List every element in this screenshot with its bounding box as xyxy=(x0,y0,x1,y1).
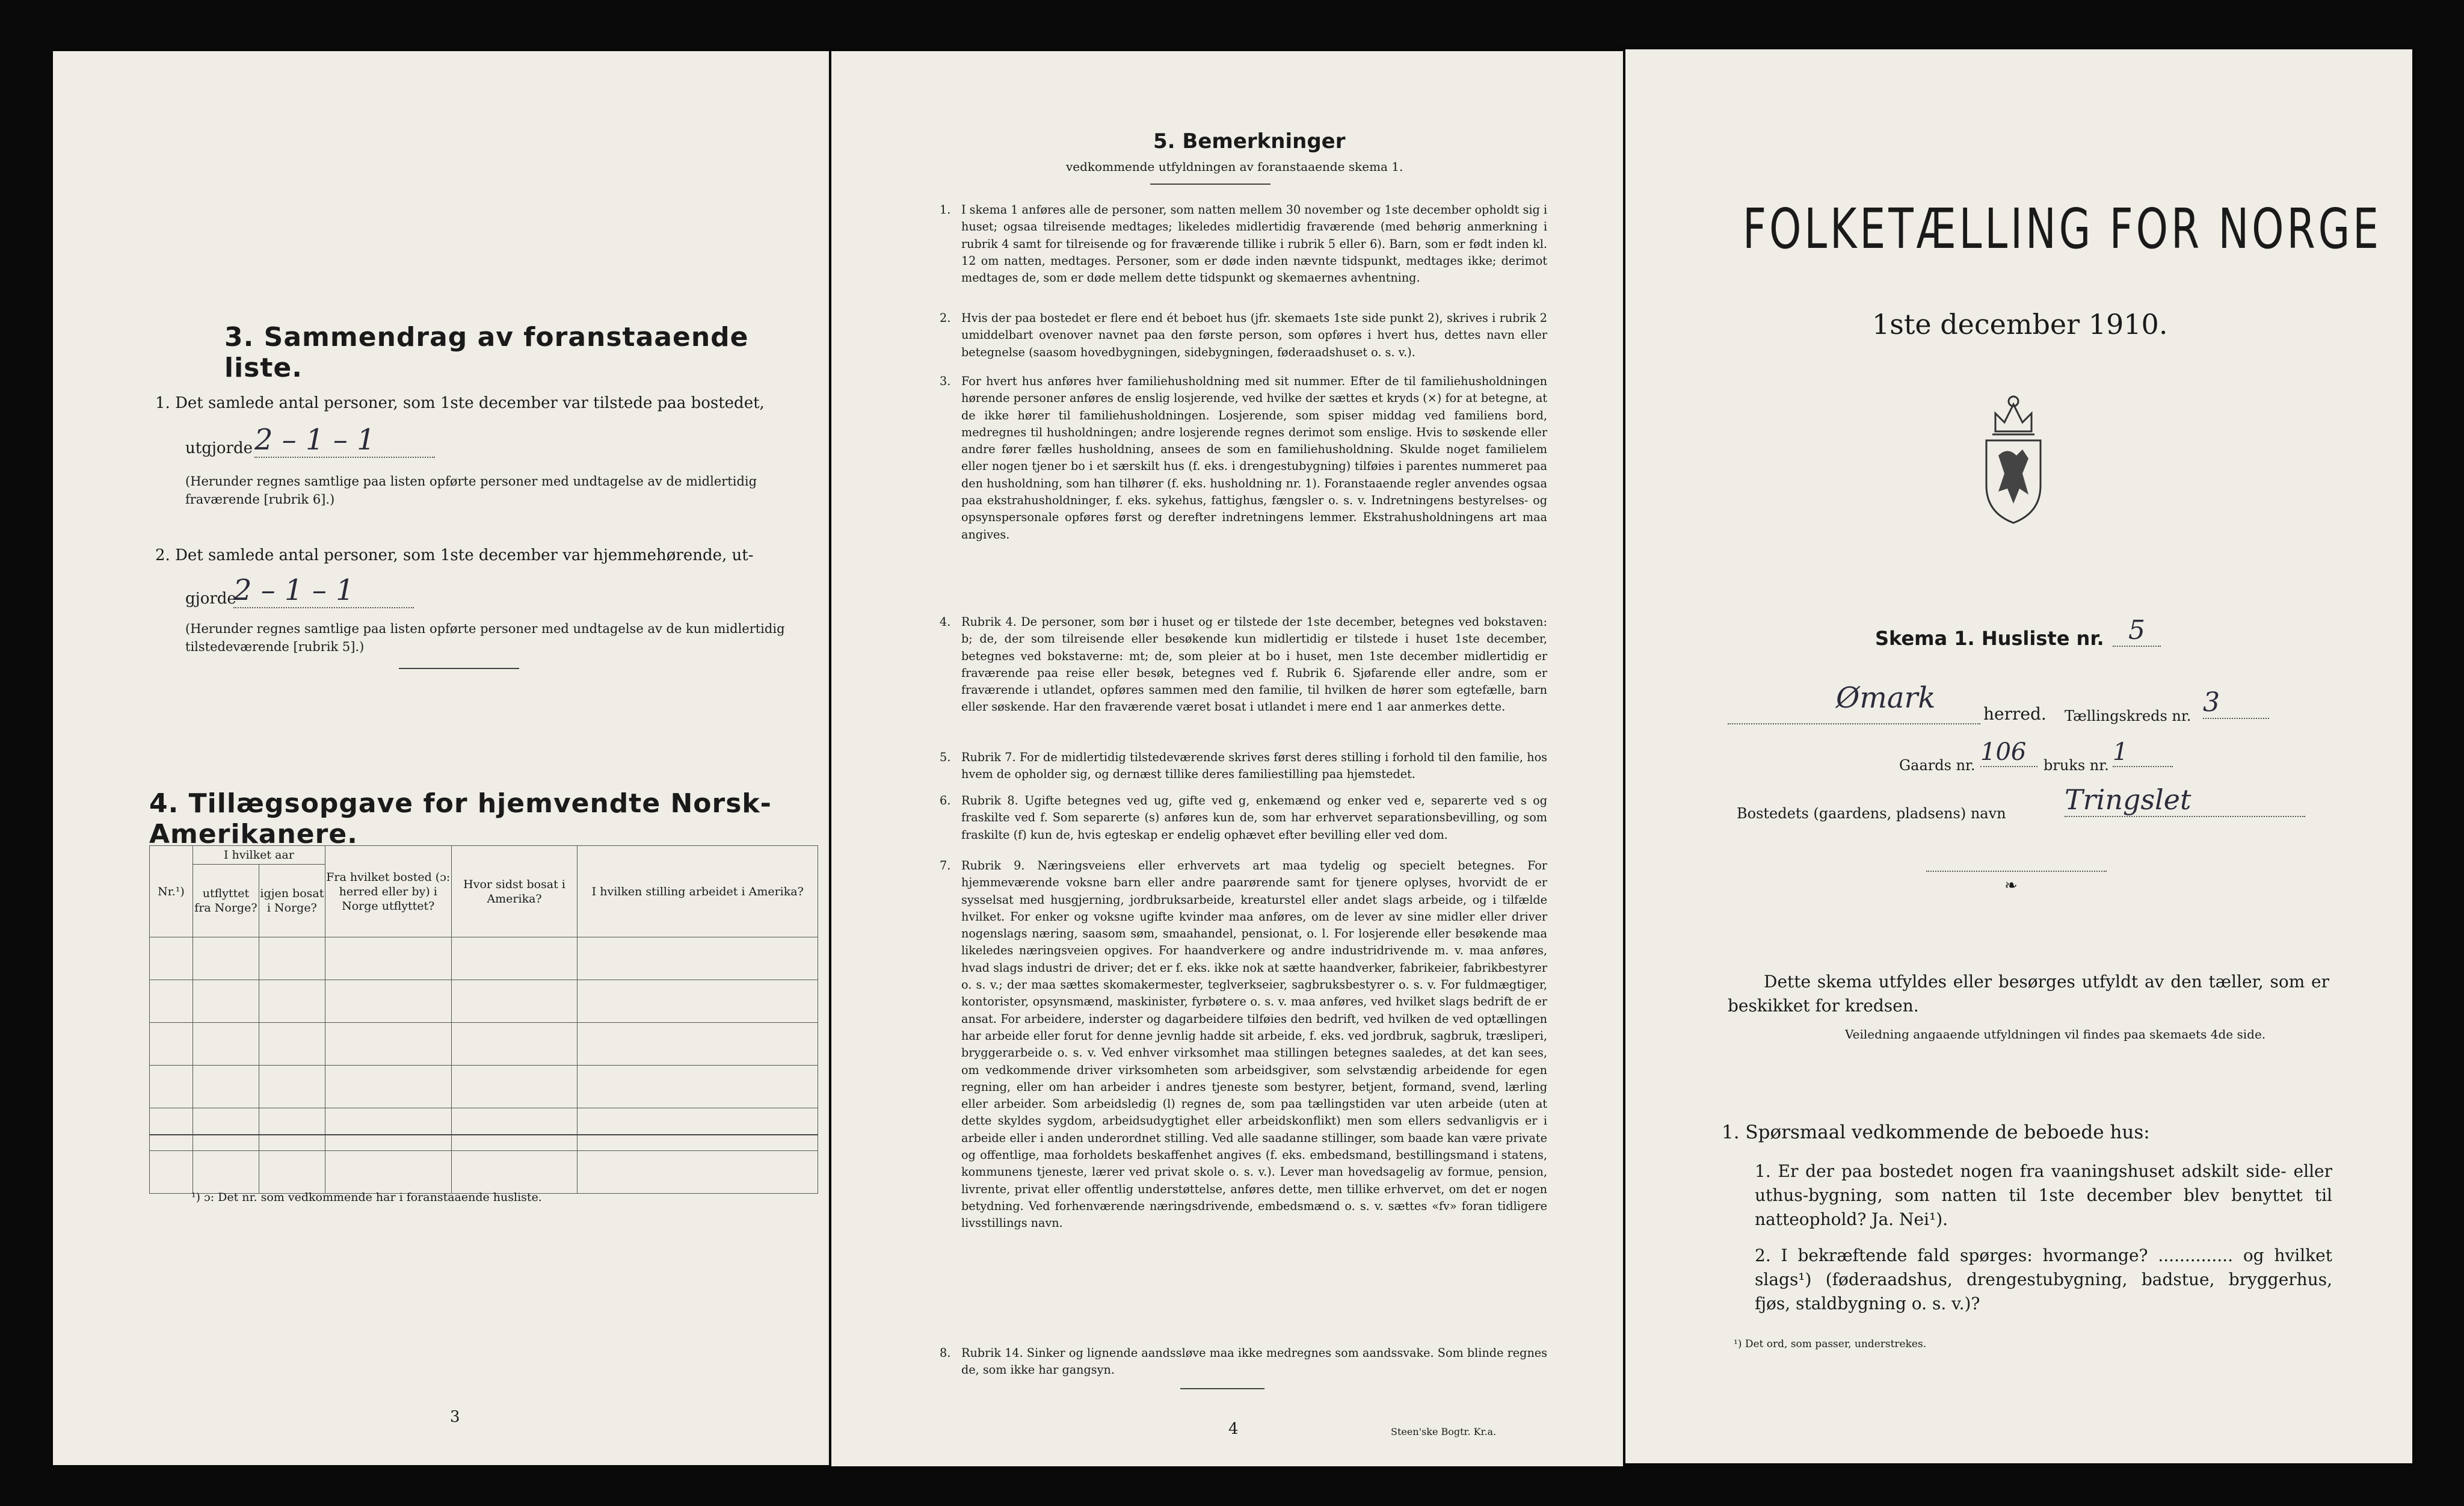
left-page xyxy=(53,51,829,1465)
section3-title: 3. Sammendrag av foranstaaende liste. xyxy=(224,322,749,383)
table-row xyxy=(150,1108,818,1151)
census-date: 1ste december 1910. xyxy=(1872,308,2168,341)
instruction: Dette skema utfyldes eller besørges utfyldt av den tæller, som er beskikket for kredsen. xyxy=(1728,972,2329,1016)
th-nr: Nr.¹) xyxy=(150,846,193,937)
remarks-subtitle: vedkommende utfyldningen av foranstaaende skema 1. xyxy=(1066,159,1403,174)
th-occupation: I hvilken stilling arbeidet i Amerika? xyxy=(578,846,818,937)
item1-value: 2 – 1 – 1 xyxy=(254,423,435,458)
th-group: I hvilket aar xyxy=(192,846,325,865)
divider xyxy=(1926,871,2107,872)
footnote: ¹) Det ord, som passer, understrekes. xyxy=(1734,1338,1927,1350)
table-bottom-rule xyxy=(149,1134,818,1135)
question-2: 2. I bekræftende fald spørges: hvormange? .............. og hvilket slags¹) (føderaadshus, drengestubygning, badstue, bryggerhus, fjøs, staldbygning o. s. v.)? xyxy=(1755,1245,2332,1313)
table-row xyxy=(150,1023,818,1066)
item2-note: (Herunder regnes samtlige paa listen opførte personer med undtagelse av de kun midlertidig tilstedeværende [rubrik 5].) xyxy=(185,622,785,654)
bosted-value: Tringslet xyxy=(2065,783,2305,817)
th-last-residence: Hvor sidst bosat i Amerika? xyxy=(451,846,578,937)
bruks-label: bruks nr. xyxy=(2044,757,2109,774)
th-emigrated: utflyttet fra Norge? xyxy=(192,865,259,937)
question-1: 1. Er der paa bostedet nogen fra vaaningshuset adskilt side- eller uthus-bygning, som natten til 1ste december blev benyttet til natteophold? Ja. Nei¹). xyxy=(1755,1161,2332,1229)
herred-label: herred. xyxy=(1983,704,2047,724)
norsk-amerikaner-table xyxy=(149,845,818,1194)
table-row xyxy=(150,980,818,1023)
kreds-label: Tællingskreds nr. xyxy=(2065,708,2191,724)
rule-item: 5. Rubrik 7. For de midlertidig tilstedeværende skrives først deres stilling i forhold til den familie, hos hvem de opholder sig, og dernæst tillike deres familiestilling paa hjemstedet. xyxy=(940,750,1547,782)
kreds-nr: 3 xyxy=(2203,687,2269,719)
th-from-where: Fra hvilket bosted (ɔ: herred eller by) i Norge utflyttet? xyxy=(325,846,451,937)
husliste-nr: 5 xyxy=(2113,615,2161,647)
divider xyxy=(1180,1388,1264,1389)
middle-page xyxy=(831,51,1623,1466)
ornament-icon: ❧ xyxy=(2004,877,2018,895)
schema-label: Skema 1. Husliste nr. xyxy=(1875,627,2104,650)
right-page xyxy=(1625,49,2412,1463)
remarks-list xyxy=(940,202,1547,1387)
printer-mark: Steen'ske Bogtr. Kr.a. xyxy=(1391,1426,1497,1437)
th-returned: igjen bosat i Norge? xyxy=(259,865,325,937)
rule-item: 6. Rubrik 8. Ugifte betegnes ved ug, gifte ved g, enkemænd og enker ved e, separerte ved s og fraskilte ved f. Som separerte (s) anføres kun de, som har erhvervet separationsbevilling, og som fraskilte (f) kun de, hvis egteskap er endelig ophævet efter bevilling eller ved dom. xyxy=(940,794,1547,842)
page-number: 4 xyxy=(1228,1420,1239,1438)
table-row xyxy=(150,1066,818,1108)
gaards-label: Gaards nr. xyxy=(1899,757,1976,774)
section4-title: 4. Tillægsopgave for hjemvendte Norsk-Amerikanere. xyxy=(149,788,772,850)
rule-item: 2. Hvis der paa bostedet er flere end ét beboet hus (jfr. skemaets 1ste side punkt 2), skrives i rubrik 2 umiddelbart ovenover navnet paa den første person, som opføres i hvert hus, dettes navn eller betegnelse (saasom hovedbygningen, sidebygningen, føderaadshuset o. s. v.). xyxy=(940,311,1547,359)
gaards-nr: 106 xyxy=(1980,738,2037,767)
bruks-nr: 1 xyxy=(2113,738,2173,767)
instruction-small: Veiledning angaaende utfyldningen vil findes paa skemaets 4de side. xyxy=(1845,1027,2266,1042)
coat-of-arms-icon xyxy=(1971,389,2056,528)
item1-text: 1. Det samlede antal personer, som 1ste december var tilstede paa bostedet, xyxy=(155,394,765,412)
divider xyxy=(399,668,519,669)
item2-label: gjorde xyxy=(185,590,236,608)
questions-title: 1. Spørsmaal vedkommende de beboede hus: xyxy=(1722,1122,2150,1143)
rule-item: 8. Rubrik 14. Sinker og lignende aandssløve maa ikke medregnes som aandssvake. Som blinde regnes de, som ikke har gangsyn. xyxy=(940,1346,1547,1377)
item1-label: utgjorde xyxy=(185,439,253,457)
item2-value: 2 – 1 – 1 xyxy=(233,573,414,608)
rule-item: 4. Rubrik 4. De personer, som bør i huset og er tilstede der 1ste december, betegnes ved bokstaven: b; de, der som tilreisende eller besøkende kun midlertidig er tilstede i huset 1ste december, betegnes ved bokstaverne: mt; de, som pleier at bo i huset, men 1ste december midlertidig er fraværende paa reise eller besøk, betegnes ved f. Rubrik 6. Sjøfarende eller andre, som er fraværende i utlandet, opføres sammen med den familie, til hvilken de hører som egtefælle, barn eller søskende. Har den fraværende været bosat i utlandet i mere end 1 aar anmerkes dette. xyxy=(940,615,1547,714)
page-number: 3 xyxy=(450,1408,460,1426)
table-row xyxy=(150,937,818,980)
remarks-title: 5. Bemerkninger xyxy=(1153,129,1346,153)
bosted-label: Bostedets (gaardens, pladsens) navn xyxy=(1737,805,2006,822)
item1-note: (Herunder regnes samtlige paa listen opførte personer med undtagelse av de midlertidig fraværende [rubrik 6].) xyxy=(185,474,757,507)
table-row xyxy=(150,1151,818,1194)
rule-item: 7. Rubrik 9. Næringsveiens eller erhvervets art maa tydelig og specielt betegnes. For hjemmeværende voksne barn eller andre paarørende samt for tjenere oplyses, hvorvidt de er sysselsat med husgjerning, jordbruksarbeide, kreaturstel eller andet slags arbeide, og i tilfælde hvilket. For enker og voksne ugifte kvinder maa anføres, om de lever av sine midler eller driver nogenslags næring, saasom søm, smaahandel, pensionat, o. l. For losjerende eller besøkende maa likeledes næringsveien opgives. For haandverkere og andre industridrivende m. v. maa anføres, hvad slags industri de driver; det er f. eks. ikke nok at sætte haandverker, fabrikeier, fabrikbestyrer o. s. v.; der maa sættes skomakermester, teglverkseier, sagbruksbestyrer o. s. v. For fuldmægtiger, kontorister, opsynsmænd, maskinister, fyrbøtere o. s. v. maa anføres, ved hvilket slags bedrift de er ansat. For arbeidere, inderster og dagarbeidere tilføies den bedrift, ved hvilken de ved optællingen har arbeide eller forut for denne jevnlig hadde sit arbeide, f. eks. ved jordbruk, sagbruk, træsliperi, bryggerarbeide o. s. v. Ved enhver virksomhet maa stillingen betegnes saaledes, at det kan sees, om vedkommende driver virksomheten som arbeidsgiver, som selvstændig arbeidende for egen regning, eller om han arbeider i andres tjeneste som bestyrer, betjent, formand, svend, lærling eller arbeider. Som arbeidsledig (l) regnes de, som paa tællingstiden var uten arbeide (uten at dette skyldes sygdom, arbeidsudygtighet eller arbeidskonflikt) men som ellers sedvanligvis er i arbeide eller i anden underordnet stilling. Ved alle saadanne stillinger, som baade kan være private og offentlige, maa forholdets beskaffenhet angives (f. eks. embedsmand, bestillingsmand i statens, kommunens tjeneste, lærer ved privat skole o. s. v.). Lever man hovedsagelig av formue, pension, livrente, privat eller offentlig understøttelse, anføres dette, men tillike erhvervet, om det er nogen betydning. Ved forhenværende næringsdrivende, embedsmænd o. s. v. sættes «fv» foran tidligere livsstillings navn. xyxy=(940,859,1547,1230)
rule-item: 1. I skema 1 anføres alle de personer, som natten mellem 30 november og 1ste december opholdt sig i huset; ogsaa tilreisende medtages; likeledes midlertidig fraværende (med behørig anmerkning i rubrik 4 samt for tilreisende og for fraværende tillike i rubrik 5 eller 6). Barn, som er født inden kl. 12 om natten, medtages. Personer, som er døde inden nævnte tidspunkt, medtages ikke; derimot medtages de, som er døde mellem dette tidspunkt og skemaernes avhentning. xyxy=(940,203,1547,285)
item2-text: 2. Det samlede antal personer, som 1ste december var hjemmehørende, ut- xyxy=(155,546,754,564)
divider xyxy=(1150,184,1270,185)
herred-value: Ømark xyxy=(1836,681,1936,715)
census-title: FOLKETÆLLING FOR NORGE xyxy=(1743,197,2382,261)
rule-item: 3. For hvert hus anføres hver familiehusholdning med sit nummer. Efter de til familiehusholdningen hørende personer anføres de enslig losjerende, ved hvilke der sættes et kryds (×) for at betegne, at de ikke hører til familiehusholdningen. Losjerende, som spiser middag ved familiens bord, medregnes til husholdningen; andre losjerende regnes derimot som enslige. Hvis to søskende eller andre fører fælles husholdning, ansees de som en familiehusholdning. Skulde noget familielem eller nogen tjener bo i et særskilt hus (f. eks. i drengestubygning) tilføies i parentes nummeret paa den husholdning, som han tilhører (f. eks. husholdning nr. 1). Foranstaaende regler anvendes ogsaa paa ekstrahusholdninger, f. eks. sykehus, fattighus, fængsler o. s. v. Indretningens bestyrelses- og opsynspersonale opføres først og derefter indretningens lemmer. Ekstrahusholdningens art maa angives. xyxy=(940,374,1547,542)
table-footnote: ¹) ɔ: Det nr. som vedkommende har i foranstaaende husliste. xyxy=(191,1191,542,1204)
